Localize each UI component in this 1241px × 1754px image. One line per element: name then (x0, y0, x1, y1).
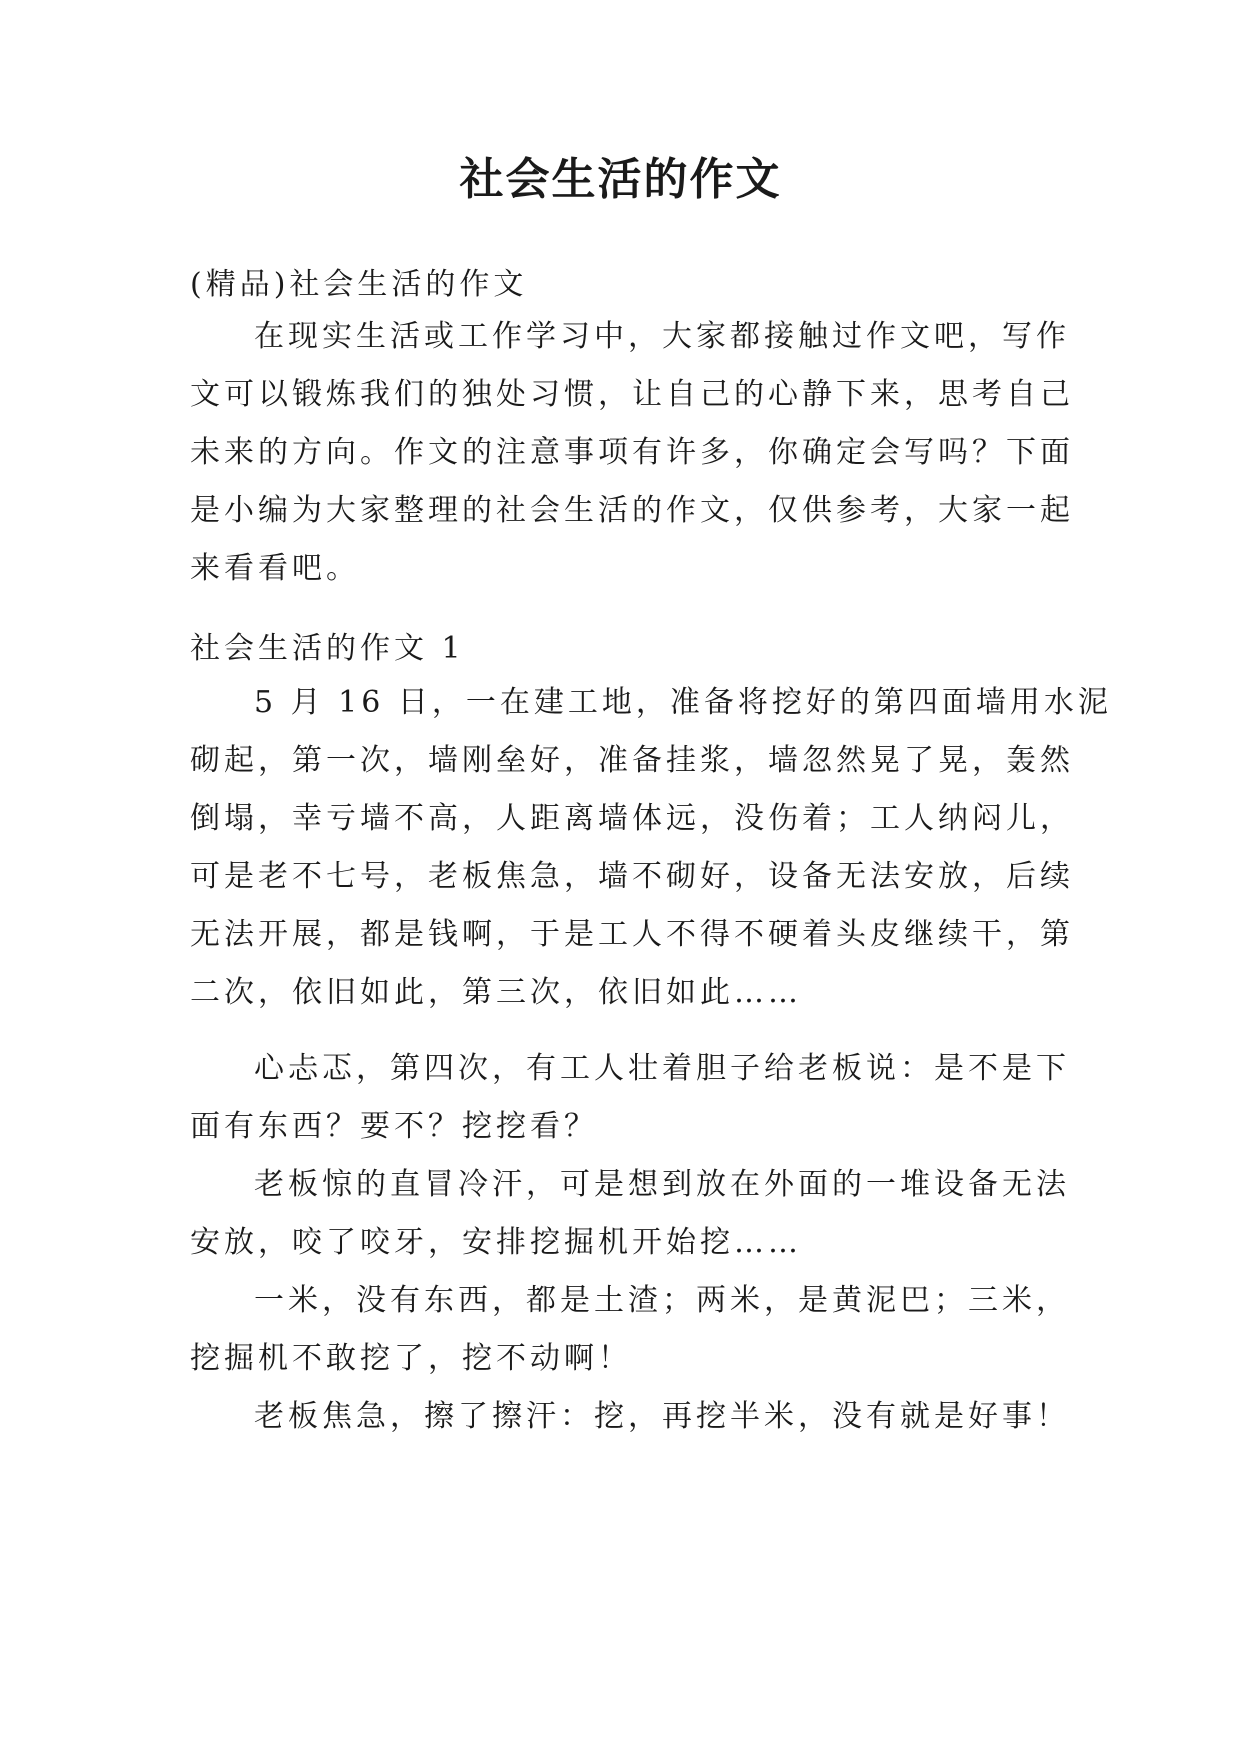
intro-paragraph (190, 308, 1074, 598)
paragraph-line: 二次，依旧如此，第三次，依旧如此…… (190, 975, 802, 1010)
paragraph-line: 是小编为大家整理的社会生活的作文，仅供参考，大家一起 (190, 493, 1074, 528)
paragraph-line: 在现实生活或工作学习中，大家都接触过作文吧，写作 (254, 319, 1070, 354)
section-paragraph-4 (190, 1272, 1070, 1388)
paragraph-line: 心忐忑，第四次，有工人壮着胆子给老板说：是不是下 (254, 1051, 1070, 1086)
section-paragraph-3 (190, 1156, 1070, 1272)
paragraph-line: 倒塌，幸亏墙不高，人距离墙体远，没伤着；工人纳闷儿， (190, 801, 1074, 836)
paragraph-line: 无法开展，都是钱啊，于是工人不得不硬着头皮继续干，第 (190, 917, 1074, 952)
paragraph-line: 一米，没有东西，都是土渣；两米，是黄泥巴；三米， (254, 1283, 1070, 1318)
document-title: 社会生活的作文 (459, 154, 782, 205)
paragraph-line: 砌起，第一次，墙刚垒好，准备挂浆，墙忽然晃了晃，轰然 (190, 743, 1074, 778)
paragraph-line: 文可以锻炼我们的独处习惯，让自己的心静下来，思考自己 (190, 377, 1074, 412)
section-heading-line: 社会生活的作文 1 (190, 631, 465, 666)
paragraph-line: 老板焦急，擦了擦汗：挖，再挖半米，没有就是好事！ (254, 1399, 1070, 1434)
section-paragraph-5 (190, 1388, 1070, 1446)
paragraph-line: 5 月 16 日，一在建工地，准备将挖好的第四面墙用水泥 (254, 685, 1112, 720)
subtitle-line: (精品)社会生活的作文 (190, 267, 528, 302)
paragraph-line: 安放，咬了咬牙，安排挖掘机开始挖…… (190, 1225, 802, 1260)
section-paragraph-1 (190, 674, 1112, 1022)
document-subtitle (190, 256, 1060, 314)
paragraph-line: 老板惊的直冒冷汗，可是想到放在外面的一堆设备无法 (254, 1167, 1070, 1202)
paragraph-line: 可是老不七号，老板焦急，墙不砌好，设备无法安放，后续 (190, 859, 1074, 894)
section-heading (190, 620, 1060, 678)
paragraph-line: 面有东西？要不？挖挖看？ (190, 1109, 598, 1144)
paragraph-line: 来看看吧。 (190, 551, 360, 586)
paragraph-line: 未来的方向。作文的注意事项有许多，你确定会写吗？下面 (190, 435, 1074, 470)
section-paragraph-2 (190, 1040, 1070, 1156)
paragraph-line: 挖掘机不敢挖了，挖不动啊！ (190, 1341, 632, 1376)
